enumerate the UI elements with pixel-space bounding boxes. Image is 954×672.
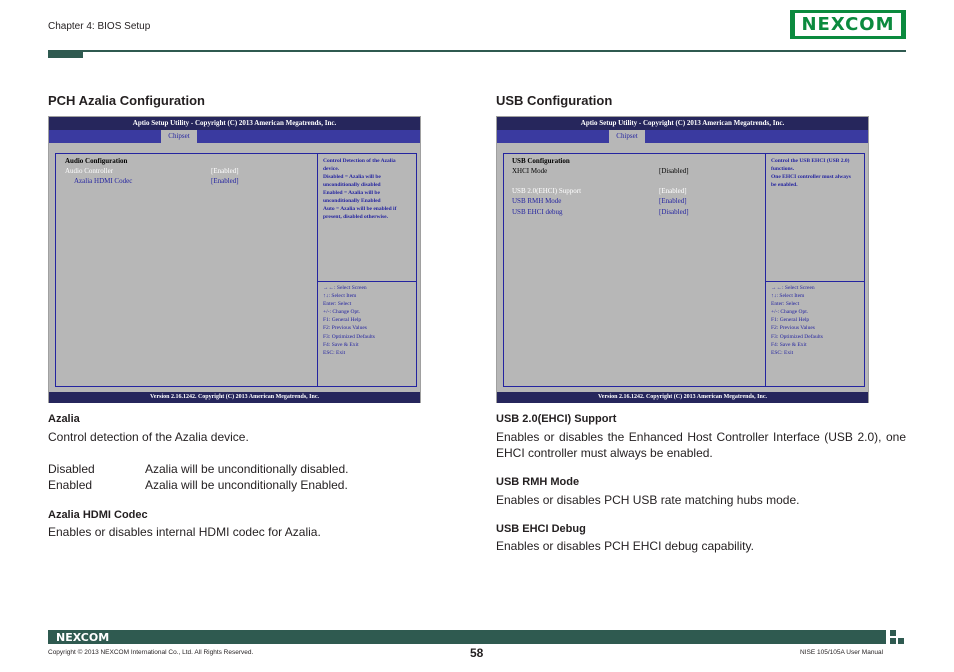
rmh-title: USB RMH Mode	[496, 476, 580, 488]
bios-tab-bar	[497, 130, 868, 143]
usb-config-heading: USB Configuration	[496, 93, 613, 108]
bios-option-usb20[interactable]: USB 2.0(EHCI) Support	[512, 187, 582, 195]
help-divider	[765, 281, 865, 282]
azalia-title: Azalia	[48, 413, 80, 425]
bios-screenshot-azalia	[48, 116, 421, 403]
bios-value-audio-controller[interactable]: [Enabled]	[211, 167, 239, 175]
footer-square	[890, 638, 896, 644]
footer-logo: NEXCOM	[56, 631, 110, 644]
bios-value-rmh[interactable]: [Enabled]	[659, 197, 687, 205]
opt-disabled-key: Disabled	[48, 462, 95, 476]
azalia-hdmi-title: Azalia HDMI Codec	[48, 509, 148, 521]
header-rule	[48, 50, 906, 52]
bios-option-azalia-hdmi[interactable]: Azalia HDMI Codec	[74, 177, 133, 185]
opt-enabled-key: Enabled	[48, 478, 93, 492]
footer-square	[898, 638, 904, 644]
bios-top-bar: Aptio Setup Utility - Copyright (C) 2013 American Megatrends, Inc.	[497, 117, 868, 130]
ehci-debug-title: USB EHCI Debug	[496, 523, 586, 535]
page-number: 58	[470, 646, 484, 660]
bios-label-xhci: XHCI Mode	[512, 167, 548, 175]
usb20-desc: Enables or disables the Enhanced Host Controller Interface (USB 2.0), one EHCI controller must always be enabled.	[496, 430, 906, 460]
tab-chipset[interactable]: Chipset	[609, 130, 645, 143]
bios-value-xhci: [Disabled]	[659, 167, 689, 175]
bios-bottom-bar: Version 2.16.1242. Copyright (C) 2013 American Megatrends, Inc.	[49, 392, 420, 403]
bios-option-rmh[interactable]: USB RMH Mode	[512, 197, 562, 205]
opt-disabled-value: Azalia will be unconditionally disabled.	[145, 462, 349, 476]
panel-divider	[765, 153, 766, 387]
usb20-title: USB 2.0(EHCI) Support	[496, 413, 617, 425]
bios-value-azalia-hdmi[interactable]: [Enabled]	[211, 177, 239, 185]
opt-enabled-value: Azalia will be unconditionally Enabled.	[145, 478, 348, 492]
bios-tab-bar	[49, 130, 420, 143]
nexcom-logo: NEXCOM	[790, 10, 906, 39]
footer-bar	[48, 630, 886, 644]
azalia-desc: Control detection of the Azalia device.	[48, 430, 249, 444]
bios-key-legend: →←: Select Screen ↑↓: Select Item Enter: Select +/-: Change Opt. F1: General Help F2: Previous Values F3: Optimized Defaults F4: Save & Exit ESC: Exit	[771, 285, 823, 356]
bios-value-usb20[interactable]: [Enabled]	[659, 187, 687, 195]
footer-square	[890, 630, 896, 636]
bios-value-ehci-debug[interactable]: [Disabled]	[659, 208, 689, 216]
manual-title: NISE 105/105A User Manual	[800, 649, 884, 656]
tab-chipset[interactable]: Chipset	[161, 130, 197, 143]
bios-screenshot-usb	[496, 116, 869, 403]
bios-top-bar: Aptio Setup Utility - Copyright (C) 2013 American Megatrends, Inc.	[49, 117, 420, 130]
bios-section-title: Audio Configuration	[65, 157, 128, 165]
header-block	[48, 50, 83, 58]
bios-help-text: Control Detection of the Azalia device. Disabled = Azalia will be unconditionally disabled Enabled = Azalia will be unconditionally Enabled Auto = Azalia will be enabled if present, disabled otherwise.	[323, 158, 397, 220]
copyright: Copyright © 2013 NEXCOM International Co., Ltd. All Rights Reserved.	[48, 649, 254, 656]
bios-key-legend: →←: Select Screen ↑↓: Select Item Enter: Select +/-: Change Opt. F1: General Help F2: Previous Values F3: Optimized Defaults F4: Save & Exit ESC: Exit	[323, 285, 375, 356]
ehci-debug-desc: Enables or disables PCH EHCI debug capability.	[496, 539, 754, 553]
rmh-desc: Enables or disables PCH USB rate matching hubs mode.	[496, 493, 800, 507]
bios-option-ehci-debug[interactable]: USB EHCI debug	[512, 208, 563, 216]
chapter-title: Chapter 4: BIOS Setup	[48, 21, 151, 32]
azalia-hdmi-desc: Enables or disables internal HDMI codec for Azalia.	[48, 525, 321, 539]
bios-help-text: Control the USB EHCI (USB 2.0) functions. One EHCI controller must always be enabled.	[771, 158, 851, 188]
pch-azalia-heading: PCH Azalia Configuration	[48, 93, 205, 108]
panel-divider	[317, 153, 318, 387]
bios-option-audio-controller[interactable]: Audio Controller	[65, 167, 114, 175]
help-divider	[317, 281, 417, 282]
bios-bottom-bar: Version 2.16.1242. Copyright (C) 2013 American Megatrends, Inc.	[497, 392, 868, 403]
bios-section-title: USB Configuration	[512, 157, 570, 165]
